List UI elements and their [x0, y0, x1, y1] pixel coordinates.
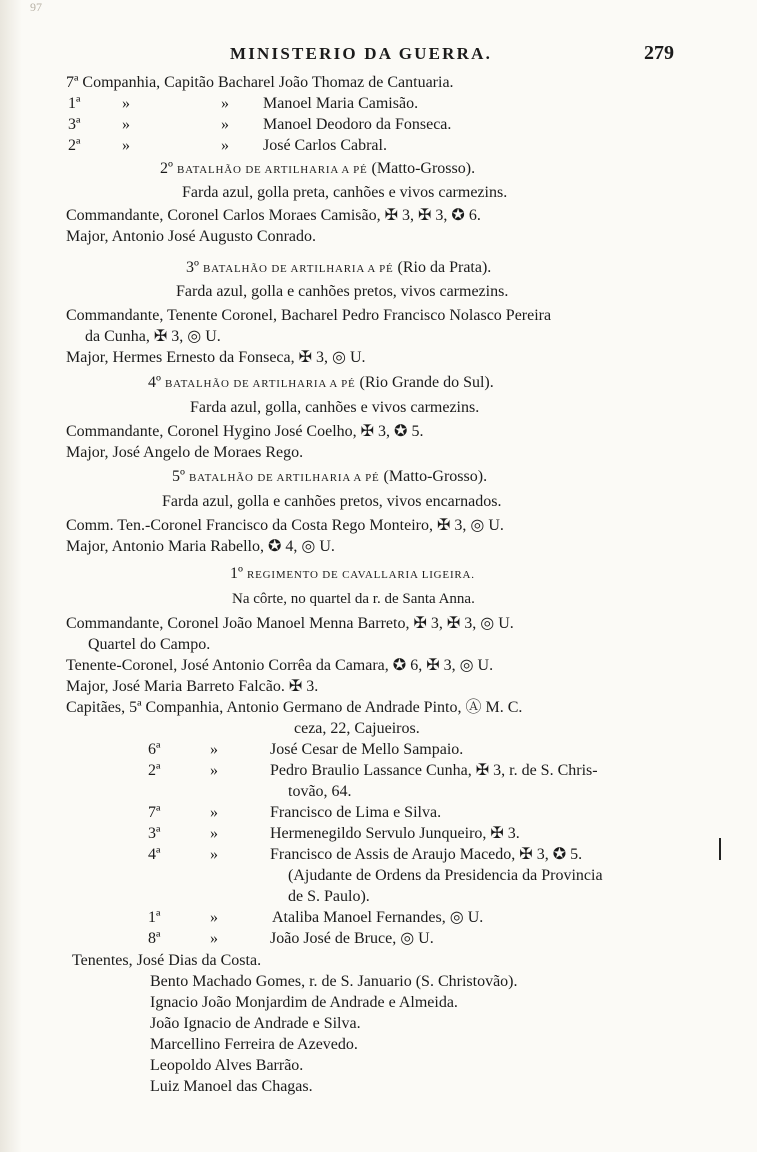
section-unit: BATALHÃO DE ARTILHARIA A PÉ: [176, 164, 368, 176]
company-number: 6ª: [148, 741, 161, 758]
uniform-description: Farda azul, golla e canhões pretos, vivos carmezins.: [176, 283, 509, 300]
text-line: Commandante, Tenente Coronel, Bacharel Pedro Francisco Nolasco Pereira: [66, 307, 552, 324]
company-number: 4ª: [148, 846, 161, 863]
text-line: ceza, 22, Cajueiros.: [294, 720, 420, 737]
text-line: Comm. Ten.-Coronel Francisco da Costa Rego Monteiro, ✠ 3, ◎ U.: [66, 517, 504, 534]
officer-name: Hermenegildo Servulo Junqueiro, ✠ 3.: [270, 825, 520, 842]
text-line: Major, Hermes Ernesto da Fonseca, ✠ 3, ◎ U.: [66, 349, 366, 366]
officer-name: Manoel Maria Camisão.: [263, 95, 419, 112]
ditto-mark: »: [221, 137, 229, 154]
uniform-description: Farda azul, golla, canhões e vivos carmezins.: [190, 399, 480, 416]
section-unit: BATALHÃO DE ARTILHARIA A PÉ: [164, 378, 356, 390]
company-number: 3ª: [68, 116, 81, 133]
section-heading: [160, 158, 475, 179]
section-location: (Rio Grande do Sul).: [359, 374, 494, 391]
ditto-mark: »: [210, 909, 218, 926]
ditto-mark: »: [221, 95, 229, 112]
company-number: 2ª: [68, 137, 81, 154]
corner-note: 97: [30, 0, 42, 14]
section-number: 1º: [230, 565, 243, 582]
section-location: (Matto-Grosso).: [383, 468, 488, 485]
officer-name: Manoel Deodoro da Fonseca.: [263, 116, 452, 133]
section-heading: [148, 372, 494, 393]
officer-name: Francisco de Assis de Araujo Macedo, ✠ 3, ✪ 5.: [270, 846, 583, 863]
text-line: Commandante, Coronel João Manoel Menna Barreto, ✠ 3, ✠ 3, ◎ U.: [66, 615, 514, 632]
text-line: Major, Antonio Maria Rabello, ✪ 4, ◎ U.: [66, 538, 335, 555]
page-header: [0, 44, 757, 70]
text-line: (Ajudante de Ordens da Presidencia da Provincia: [288, 867, 603, 884]
section-number: 5º: [172, 468, 185, 485]
text-line: Quartel do Campo.: [88, 636, 211, 653]
section-location: (Rio da Prata).: [397, 259, 492, 276]
uniform-description: Farda azul, golla preta, canhões e vivos carmezins.: [182, 184, 508, 201]
ditto-mark: »: [210, 930, 218, 947]
text-line: Bento Machado Gomes, r. de S. Januario (S. Christovão).: [150, 973, 518, 990]
ditto-mark: »: [122, 95, 130, 112]
ditto-mark: »: [210, 741, 218, 758]
ditto-mark: »: [122, 137, 130, 154]
unit-location: Na côrte, no quartel da r. de Santa Anna.: [232, 591, 475, 607]
text-line: Major, José Maria Barreto Falcão. ✠ 3.: [66, 678, 319, 695]
ditto-mark: »: [210, 804, 218, 821]
officer-name: Pedro Braulio Lassance Cunha, ✠ 3, r. de S. Chris-: [270, 762, 598, 779]
text-line: Leopoldo Alves Barrão.: [150, 1057, 304, 1074]
text-line: Major, José Angelo de Moraes Rego.: [66, 444, 304, 461]
text-line: Commandante, Coronel Carlos Moraes Camisão, ✠ 3, ✠ 3, ✪ 6.: [66, 207, 481, 224]
text-line: Ignacio João Monjardim de Andrade e Almeida.: [150, 994, 458, 1011]
text-line: Tenentes, José Dias da Costa.: [72, 952, 262, 969]
section-number: 2º: [160, 160, 173, 177]
text-line: 7ª Companhia, Capitão Bacharel João Thomaz de Cantuaria.: [66, 74, 454, 91]
text-line: Tenente-Coronel, José Antonio Corrêa da Camara, ✪ 6, ✠ 3, ◎ U.: [66, 657, 494, 674]
uniform-description: Farda azul, golla e canhões pretos, vivos encarnados.: [162, 493, 502, 510]
company-number: 2ª: [148, 762, 161, 779]
section-number: 4º: [148, 374, 161, 391]
ditto-mark: »: [221, 116, 229, 133]
section-unit: REGIMENTO DE CAVALLARIA LIGEIRA.: [246, 569, 475, 581]
ditto-mark: »: [210, 825, 218, 842]
text-line: Luiz Manoel das Chagas.: [150, 1078, 313, 1095]
section-unit: BATALHÃO DE ARTILHARIA A PÉ: [202, 263, 394, 275]
officer-name: José Cesar de Mello Sampaio.: [270, 741, 464, 758]
officer-name: Ataliba Manoel Fernandes, ◎ U.: [272, 909, 484, 926]
company-number: 1ª: [68, 95, 81, 112]
text-line: tovão, 64.: [288, 783, 352, 800]
page-number: 279: [644, 42, 674, 64]
section-heading: [172, 466, 487, 487]
company-number: 7ª: [148, 804, 161, 821]
margin-mark: [719, 838, 721, 860]
text-line: Capitães, 5ª Companhia, Antonio Germano de Andrade Pinto, Ⓐ M. C.: [66, 699, 523, 716]
section-heading: [186, 257, 491, 278]
text-line: da Cunha, ✠ 3, ◎ U.: [85, 328, 221, 345]
text-line: Major, Antonio José Augusto Conrado.: [66, 228, 317, 245]
company-number: 8ª: [148, 930, 161, 947]
ditto-mark: »: [122, 116, 130, 133]
text-line: de S. Paulo).: [288, 888, 370, 905]
text-line: João Ignacio de Andrade e Silva.: [150, 1015, 361, 1032]
ditto-mark: »: [210, 846, 218, 863]
text-line: Commandante, Coronel Hygino José Coelho, ✠ 3, ✪ 5.: [66, 423, 424, 440]
section-location: (Matto-Grosso).: [371, 160, 476, 177]
company-number: 1ª: [148, 909, 161, 926]
officer-name: José Carlos Cabral.: [263, 137, 387, 154]
officer-name: João José de Bruce, ◎ U.: [270, 930, 434, 947]
ditto-mark: »: [210, 762, 218, 779]
section-number: 3º: [186, 259, 199, 276]
company-number: 3ª: [148, 825, 161, 842]
page-gutter-shadow: [0, 0, 22, 1152]
page-title: MINISTERIO DA GUERRA.: [230, 44, 493, 63]
text-line: Marcellino Ferreira de Azevedo.: [150, 1036, 358, 1053]
officer-name: Francisco de Lima e Silva.: [270, 804, 442, 821]
section-heading: [230, 563, 475, 584]
section-unit: BATALHÃO DE ARTILHARIA A PÉ: [188, 472, 380, 484]
